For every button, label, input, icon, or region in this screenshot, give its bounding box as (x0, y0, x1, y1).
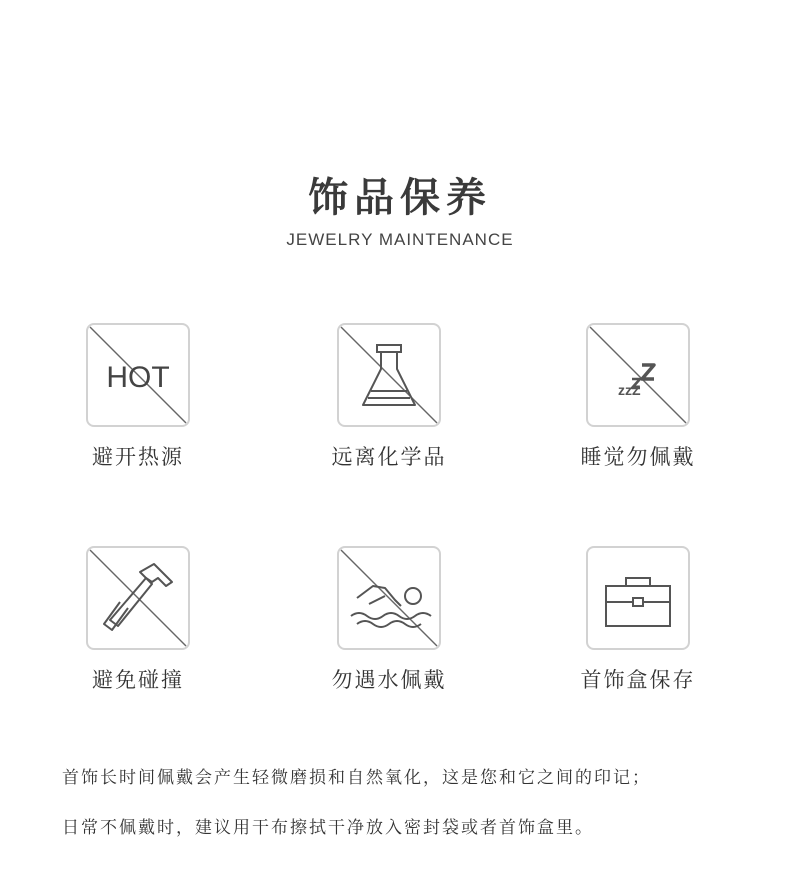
swimming-icon (337, 546, 441, 650)
care-item-jewelry-box (548, 546, 728, 694)
care-item-avoid-impact (48, 546, 228, 694)
care-item-avoid-heat (48, 323, 228, 471)
care-item-label: 避免碰撞 (92, 668, 184, 692)
care-item-label: 勿遇水佩戴 (331, 668, 447, 692)
description-line-2: 日常不佩戴时，建议用干布擦拭干净放入密封袋或者首饰盒里。 (62, 818, 594, 838)
care-item-no-sleep-wear (548, 323, 728, 471)
svg-text:zzZ: zzZ (618, 382, 641, 398)
page-title: 饰品保养 (308, 175, 492, 221)
care-item-avoid-chemicals (299, 323, 479, 471)
hot-icon (86, 323, 190, 427)
page-subtitle: JEWELRY MAINTENANCE (286, 230, 514, 249)
care-item-label: 睡觉勿佩戴 (580, 445, 696, 469)
care-item-label: 避开热源 (92, 445, 184, 469)
jewelry-box-icon (586, 546, 690, 650)
care-item-avoid-water (299, 546, 479, 694)
flask-icon (337, 323, 441, 427)
hammer-icon (86, 546, 190, 650)
care-item-label: 远离化学品 (331, 445, 447, 469)
svg-text:HOT: HOT (106, 361, 170, 394)
care-item-label: 首饰盒保存 (580, 668, 696, 692)
description-line-1: 首饰长时间佩戴会产生轻微磨损和自然氧化，这是您和它之间的印记； (62, 768, 651, 788)
sleep-icon (586, 323, 690, 427)
